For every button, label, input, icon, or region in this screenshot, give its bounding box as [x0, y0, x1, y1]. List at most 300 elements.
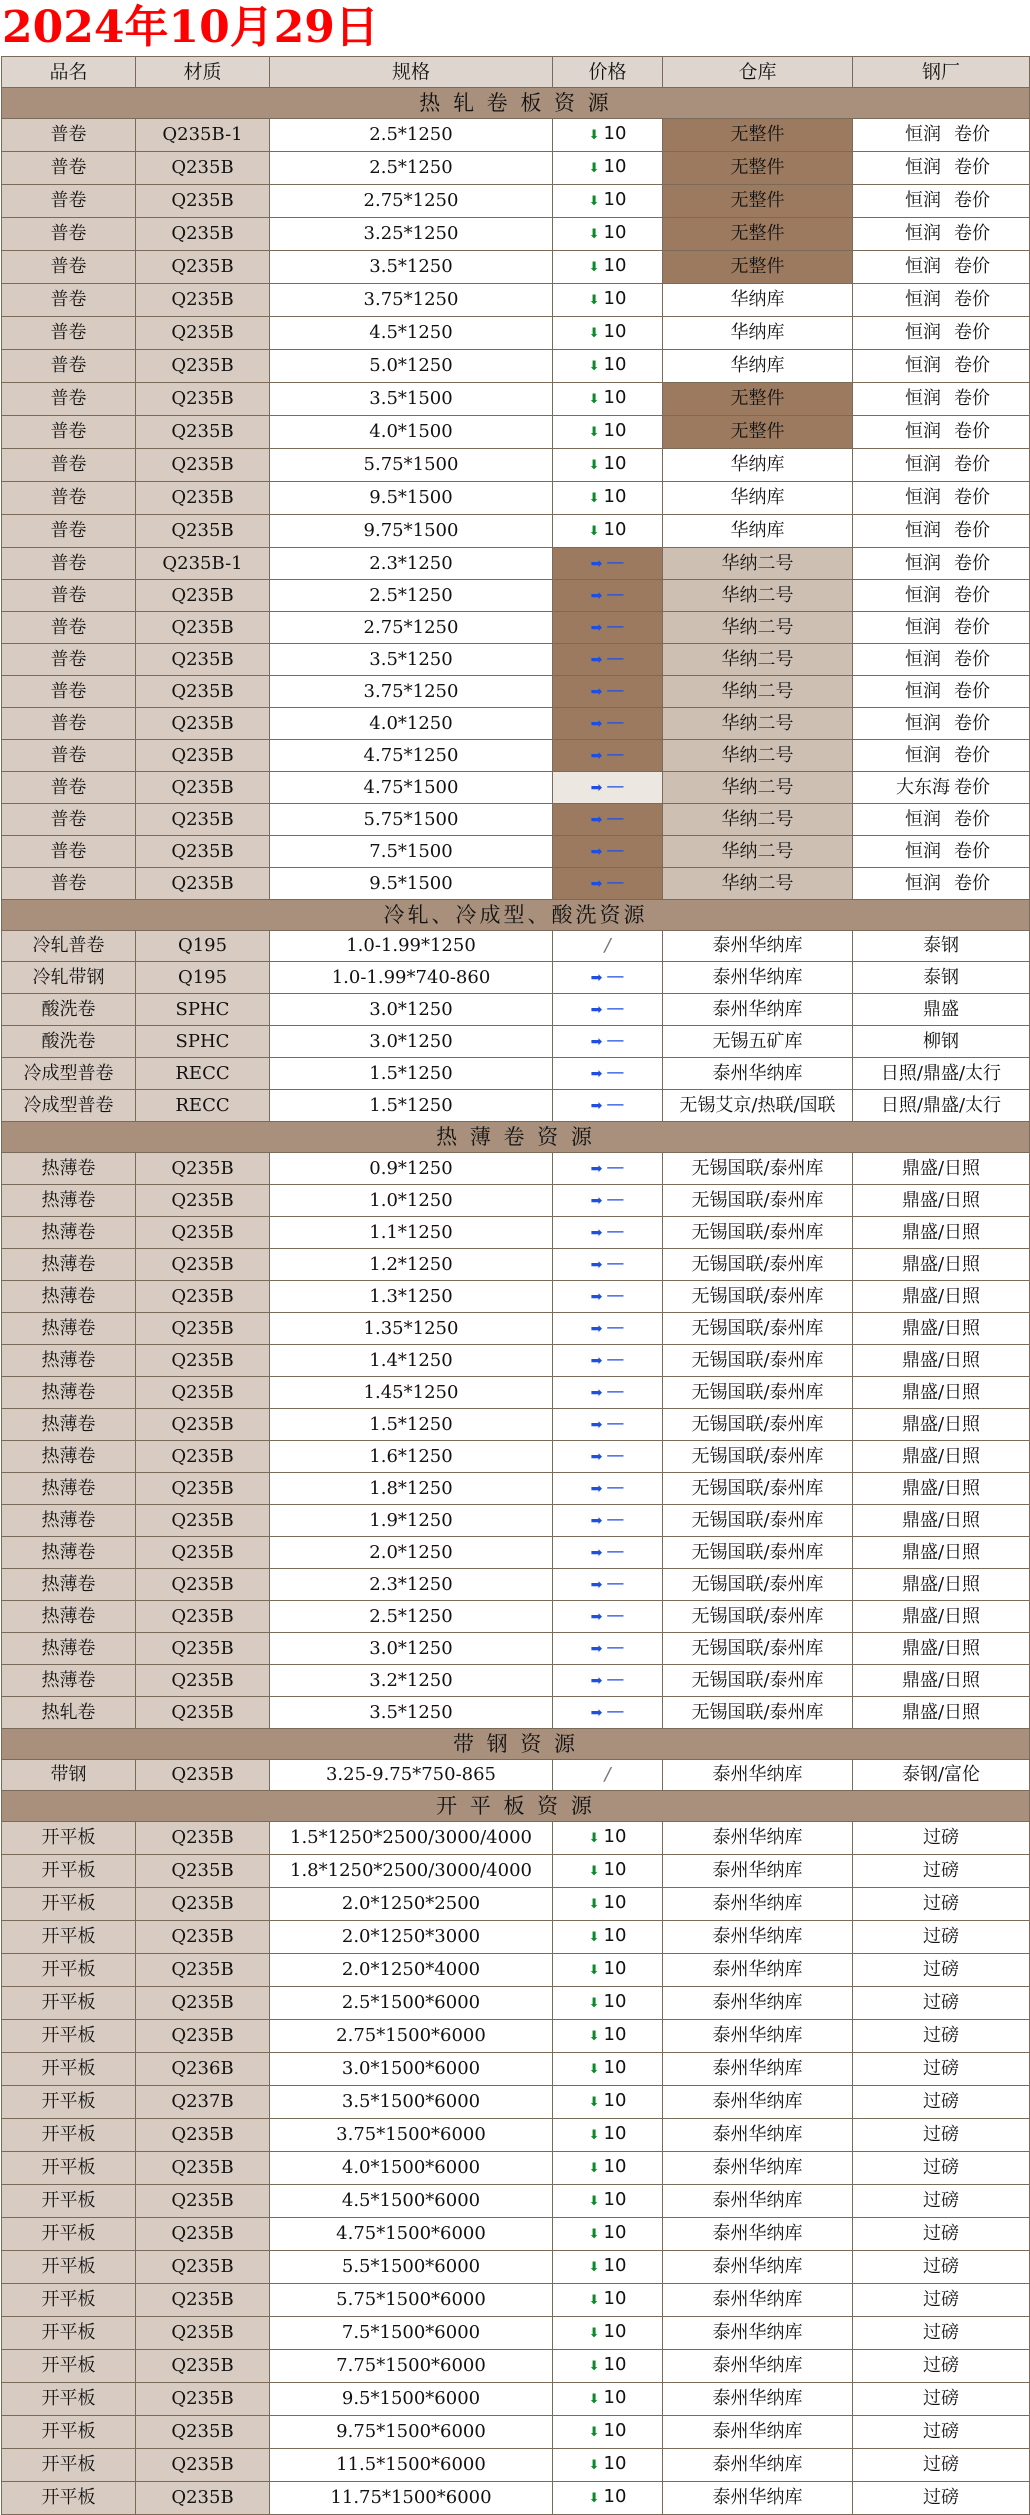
price-cell [553, 644, 663, 676]
warehouse: 泰州华纳库 [663, 994, 853, 1026]
table-row [2, 1855, 1030, 1888]
mill-note: 卷价 [954, 808, 990, 830]
mill-name: 泰钢 [923, 935, 959, 956]
price-cell [553, 1888, 663, 1921]
warehouse: 华纳二号 [663, 804, 853, 836]
warehouse: 无锡国联/泰州库 [663, 1601, 853, 1633]
price-change: 10 [603, 2288, 627, 2309]
product-name: 热薄卷 [2, 1665, 136, 1697]
warehouse: 无锡国联/泰州库 [663, 1409, 853, 1441]
material: Q235B [136, 350, 270, 383]
mill-name: 过磅 [923, 1893, 959, 1914]
product-name: 热轧卷 [2, 1697, 136, 1729]
material: Q235B [136, 1601, 270, 1633]
mill-cell [853, 1313, 1030, 1345]
specification: 5.75*1500 [270, 449, 553, 482]
mill-cell [853, 2020, 1030, 2053]
arrow-right-icon: ➡ [590, 1545, 603, 1561]
price-change: 10 [603, 2024, 627, 2045]
mill-cell [853, 1249, 1030, 1281]
mill-name: 过磅 [923, 2322, 959, 2343]
product-name: 热薄卷 [2, 1633, 136, 1665]
mill-cell [853, 2218, 1030, 2251]
price-cell [553, 2350, 663, 2383]
mill-name: 过磅 [923, 2157, 959, 2178]
material: RECC [136, 1090, 270, 1122]
mill-note: 卷价 [954, 223, 990, 244]
product-name: 热薄卷 [2, 1409, 136, 1441]
table-row [2, 1633, 1030, 1665]
mill-note: 卷价 [954, 680, 990, 702]
price-change: — [606, 1189, 625, 1210]
mill-name: 过磅 [923, 2091, 959, 2112]
mill-cell [853, 2185, 1030, 2218]
arrow-right-icon: ➡ [590, 1161, 603, 1177]
product-name: 普卷 [2, 218, 136, 251]
warehouse: 无整件 [663, 152, 853, 185]
product-name: 开平板 [2, 2416, 136, 2449]
mill-cell [853, 836, 1030, 868]
mill-note: 卷价 [954, 289, 990, 310]
product-name: 普卷 [2, 251, 136, 284]
table-row [2, 1058, 1030, 1090]
price-cell [553, 2317, 663, 2350]
material: Q195 [136, 962, 270, 994]
material: Q235B [136, 1377, 270, 1409]
specification: 4.0*1250 [270, 708, 553, 740]
product-name: 开平板 [2, 2449, 136, 2482]
specification: 1.0*1250 [270, 1185, 553, 1217]
mill-cell [853, 994, 1030, 1026]
table-row [2, 1473, 1030, 1505]
warehouse: 泰州华纳库 [663, 2383, 853, 2416]
product-name: 普卷 [2, 482, 136, 515]
mill-cell [853, 804, 1030, 836]
arrow-down-icon: ⬇ [588, 326, 600, 341]
mill-name: 鼎盛/日照 [901, 1509, 981, 1531]
price-cell [553, 1026, 663, 1058]
arrow-right-icon: ➡ [590, 1193, 603, 1209]
price-cell [553, 1185, 663, 1217]
material: Q235B [136, 2152, 270, 2185]
price-change: 10 [603, 1958, 627, 1979]
arrow-right-icon: ➡ [590, 1449, 603, 1465]
mill-note: 卷价 [954, 552, 990, 574]
product-name: 热薄卷 [2, 1473, 136, 1505]
material: Q235B [136, 1185, 270, 1217]
material: Q235B [136, 383, 270, 416]
arrow-right-icon: ➡ [590, 1417, 603, 1433]
mill-name: 恒润 [905, 520, 941, 541]
table-row [2, 2449, 1030, 2482]
product-name: 普卷 [2, 350, 136, 383]
arrow-right-icon: ➡ [590, 1385, 603, 1401]
material: Q235B [136, 284, 270, 317]
price-change: 10 [603, 2255, 627, 2276]
mill-cell [853, 1537, 1030, 1569]
mill-name: 恒润 [905, 454, 941, 475]
arrow-down-icon: ⬇ [588, 128, 600, 143]
price-change: — [606, 1094, 625, 1115]
price-change: — [606, 1573, 625, 1594]
table-row [2, 1153, 1030, 1185]
warehouse: 泰州华纳库 [663, 2449, 853, 2482]
specification: 9.75*1500*6000 [270, 2416, 553, 2449]
price-change: — [606, 808, 625, 829]
arrow-right-icon: ➡ [590, 620, 603, 636]
price-cell [553, 218, 663, 251]
price-cell [553, 317, 663, 350]
product-name: 开平板 [2, 2317, 136, 2350]
specification: 3.0*1250 [270, 1026, 553, 1058]
material: Q235B [136, 612, 270, 644]
product-name: 酸洗卷 [2, 994, 136, 1026]
mill-note: 卷价 [954, 388, 990, 409]
table-row [2, 1987, 1030, 2020]
mill-cell [853, 119, 1030, 152]
warehouse: 无锡国联/泰州库 [663, 1505, 853, 1537]
mill-name: 鼎盛/日照 [901, 1701, 981, 1723]
price-table [1, 56, 1030, 2515]
material: Q235B [136, 580, 270, 612]
material: Q235B-1 [136, 548, 270, 580]
mill-note: 卷价 [954, 712, 990, 734]
specification: 7.5*1500 [270, 836, 553, 868]
arrow-down-icon: ⬇ [588, 392, 600, 407]
mill-name: 过磅 [923, 2454, 959, 2475]
mill-name: 鼎盛/日照 [901, 1221, 981, 1243]
table-row [2, 2350, 1030, 2383]
mill-name: 鼎盛/日照 [901, 1541, 981, 1563]
product-name: 开平板 [2, 2350, 136, 2383]
table-row [2, 218, 1030, 251]
specification: 2.5*1250 [270, 152, 553, 185]
price-change: 10 [603, 1991, 627, 2012]
mill-cell [853, 612, 1030, 644]
specification: 3.0*1250 [270, 1633, 553, 1665]
material: Q235B [136, 2449, 270, 2482]
price-cell [553, 1601, 663, 1633]
arrow-down-icon: ⬇ [588, 524, 600, 539]
material: Q235B [136, 185, 270, 218]
mill-cell [853, 2251, 1030, 2284]
price-cell [553, 580, 663, 612]
price-change: — [606, 1317, 625, 1338]
specification: 4.75*1500 [270, 772, 553, 804]
product-name: 开平板 [2, 1921, 136, 1954]
mill-cell [853, 251, 1030, 284]
price-change: — [606, 1605, 625, 1626]
price-cell [553, 284, 663, 317]
price-cell [553, 1409, 663, 1441]
material: Q235B [136, 1954, 270, 1987]
material: Q235B [136, 317, 270, 350]
price-cell [553, 836, 663, 868]
price-change: 10 [603, 2057, 627, 2078]
arrow-down-icon: ⬇ [588, 1996, 600, 2011]
material: Q235B [136, 1633, 270, 1665]
specification: 5.0*1250 [270, 350, 553, 383]
mill-name: 恒润 [905, 584, 941, 606]
product-name: 普卷 [2, 868, 136, 900]
price-change: 10 [603, 222, 627, 243]
price-cell [553, 931, 663, 962]
arrow-down-icon: ⬇ [588, 2491, 600, 2506]
product-name: 开平板 [2, 1855, 136, 1888]
warehouse: 泰州华纳库 [663, 2152, 853, 2185]
section-header-row [2, 88, 1030, 119]
warehouse: 华纳库 [663, 515, 853, 548]
mill-cell [853, 1090, 1030, 1122]
product-name: 开平板 [2, 2482, 136, 2515]
mill-name: 恒润 [905, 322, 941, 343]
table-row [2, 1377, 1030, 1409]
specification: 1.35*1250 [270, 1313, 553, 1345]
price-cell [553, 416, 663, 449]
warehouse: 泰州华纳库 [663, 2119, 853, 2152]
mill-cell [853, 772, 1030, 804]
product-name: 普卷 [2, 317, 136, 350]
warehouse: 泰州华纳库 [663, 2185, 853, 2218]
price-change: 10 [603, 519, 627, 540]
mill-cell [853, 1888, 1030, 1921]
mill-name: 过磅 [923, 2190, 959, 2211]
material: Q235B [136, 868, 270, 900]
arrow-down-icon: ⬇ [588, 227, 600, 242]
price-change: — [606, 872, 625, 893]
price-change: — [606, 1253, 625, 1274]
price-change: 10 [603, 321, 627, 342]
mill-note: 卷价 [954, 454, 990, 475]
mill-name: 过磅 [923, 1992, 959, 2013]
header-spec: 规格 [270, 57, 553, 88]
material: Q235B [136, 1313, 270, 1345]
mill-cell [853, 218, 1030, 251]
warehouse: 泰州华纳库 [663, 2317, 853, 2350]
price-change: — [606, 776, 625, 797]
material: Q235B [136, 1888, 270, 1921]
product-name: 开平板 [2, 2020, 136, 2053]
material: Q235B [136, 1345, 270, 1377]
mill-cell [853, 1505, 1030, 1537]
specification: 4.5*1500*6000 [270, 2185, 553, 2218]
mill-name: 过磅 [923, 2487, 959, 2508]
section-title: 带 钢 资 源 [2, 1729, 1030, 1760]
arrow-right-icon: ➡ [590, 1257, 603, 1273]
arrow-right-icon: ➡ [590, 1321, 603, 1337]
warehouse: 华纳二号 [663, 612, 853, 644]
mill-name: 恒润 [905, 552, 941, 574]
warehouse: 无整件 [663, 119, 853, 152]
table-row [2, 1026, 1030, 1058]
section-header-row [2, 1122, 1030, 1153]
price-change: 10 [603, 2090, 627, 2111]
price-change: — [606, 998, 625, 1019]
specification: 2.3*1250 [270, 548, 553, 580]
table-row [2, 994, 1030, 1026]
specification: 2.0*1250 [270, 1537, 553, 1569]
mill-cell [853, 1441, 1030, 1473]
specification: 3.75*1250 [270, 284, 553, 317]
mill-note: 卷价 [954, 616, 990, 638]
specification: 2.75*1250 [270, 185, 553, 218]
mill-cell [853, 1697, 1030, 1729]
mill-note: 卷价 [954, 322, 990, 343]
mill-cell [853, 152, 1030, 185]
product-name: 开平板 [2, 2152, 136, 2185]
price-change: — [606, 1221, 625, 1242]
specification: 4.75*1500*6000 [270, 2218, 553, 2251]
product-name: 开平板 [2, 2053, 136, 2086]
price-change: 10 [603, 2222, 627, 2243]
material: Q195 [136, 931, 270, 962]
product-name: 普卷 [2, 383, 136, 416]
mill-cell [853, 1409, 1030, 1441]
material: Q235B [136, 2350, 270, 2383]
table-row [2, 1601, 1030, 1633]
warehouse: 华纳二号 [663, 868, 853, 900]
material: Q235B [136, 1153, 270, 1185]
mill-cell [853, 185, 1030, 218]
mill-name: 泰钢/富伦 [901, 1764, 981, 1785]
price-change: — [606, 1062, 625, 1083]
mill-name: 过磅 [923, 2388, 959, 2409]
mill-name: 过磅 [923, 1827, 959, 1848]
price-change: — [606, 1030, 625, 1051]
product-name: 冷轧普卷 [2, 931, 136, 962]
table-row [2, 2185, 1030, 2218]
table-row [2, 1217, 1030, 1249]
specification: 3.5*1500*6000 [270, 2086, 553, 2119]
arrow-right-icon: ➡ [590, 970, 603, 986]
mill-cell [853, 1954, 1030, 1987]
price-change: — [606, 1637, 625, 1658]
material: Q235B [136, 1855, 270, 1888]
material: Q235B [136, 1217, 270, 1249]
table-row [2, 1090, 1030, 1122]
product-name: 普卷 [2, 152, 136, 185]
mill-cell [853, 2284, 1030, 2317]
price-cell [553, 2086, 663, 2119]
mill-name: 鼎盛/日照 [901, 1445, 981, 1467]
table-row [2, 2251, 1030, 2284]
price-cell [553, 251, 663, 284]
table-row [2, 2416, 1030, 2449]
table-row [2, 2317, 1030, 2350]
arrow-down-icon: ⬇ [588, 1930, 600, 1945]
mill-cell [853, 740, 1030, 772]
mill-note: 卷价 [954, 520, 990, 541]
table-row [2, 804, 1030, 836]
product-name: 冷轧带钢 [2, 962, 136, 994]
table-row [2, 2020, 1030, 2053]
table-row [2, 1281, 1030, 1313]
price-change: 10 [603, 486, 627, 507]
arrow-right-icon: ➡ [590, 1641, 603, 1657]
mill-cell [853, 1822, 1030, 1855]
table-row [2, 1505, 1030, 1537]
price-change: — [606, 966, 625, 987]
arrow-right-icon: ➡ [590, 1577, 603, 1593]
price-cell [553, 1822, 663, 1855]
material: Q235B [136, 1473, 270, 1505]
product-name: 普卷 [2, 416, 136, 449]
specification: 3.0*1250 [270, 994, 553, 1026]
mill-name: 大东海 [896, 776, 950, 798]
specification: 3.5*1250 [270, 1697, 553, 1729]
price-cell [553, 1058, 663, 1090]
price-change: — [606, 1509, 625, 1530]
arrow-right-icon: ➡ [590, 1098, 603, 1114]
specification: 1.5*1250*2500/3000/4000 [270, 1822, 553, 1855]
specification: 4.0*1500 [270, 416, 553, 449]
price-cell [553, 1441, 663, 1473]
specification: 2.5*1250 [270, 1601, 553, 1633]
mill-note: 卷价 [954, 584, 990, 606]
warehouse: 无锡国联/泰州库 [663, 1697, 853, 1729]
specification: 3.75*1500*6000 [270, 2119, 553, 2152]
table-row [2, 2086, 1030, 2119]
arrow-right-icon: ➡ [590, 588, 603, 604]
mill-name: 恒润 [905, 872, 941, 894]
mill-name: 鼎盛 [923, 998, 959, 1020]
product-name: 热薄卷 [2, 1377, 136, 1409]
table-row [2, 1697, 1030, 1729]
product-name: 开平板 [2, 2284, 136, 2317]
mill-cell [853, 2053, 1030, 2086]
price-cell [553, 449, 663, 482]
material: Q235B [136, 836, 270, 868]
mill-cell [853, 548, 1030, 580]
specification: 2.5*1250 [270, 580, 553, 612]
price-cell [553, 2020, 663, 2053]
price-cell [553, 2152, 663, 2185]
warehouse: 华纳库 [663, 482, 853, 515]
mill-cell [853, 317, 1030, 350]
warehouse: 泰州华纳库 [663, 2416, 853, 2449]
price-cell [553, 962, 663, 994]
price-cell [553, 612, 663, 644]
specification: 1.5*1250 [270, 1058, 553, 1090]
mill-cell [853, 515, 1030, 548]
price-change: / [604, 1764, 611, 1785]
table-row [2, 1888, 1030, 1921]
material: Q235B [136, 676, 270, 708]
warehouse: 无锡国联/泰州库 [663, 1569, 853, 1601]
table-header-row [2, 57, 1030, 88]
price-table-body [2, 57, 1030, 2515]
table-row [2, 962, 1030, 994]
product-name: 普卷 [2, 612, 136, 644]
arrow-down-icon: ⬇ [588, 1897, 600, 1912]
arrow-right-icon: ➡ [590, 716, 603, 732]
mill-note: 卷价 [954, 744, 990, 766]
warehouse: 泰州华纳库 [663, 2086, 853, 2119]
arrow-right-icon: ➡ [590, 1353, 603, 1369]
product-name: 普卷 [2, 580, 136, 612]
mill-name: 恒润 [905, 124, 941, 145]
mill-note: 卷价 [954, 487, 990, 508]
warehouse: 无锡国联/泰州库 [663, 1281, 853, 1313]
product-name: 普卷 [2, 708, 136, 740]
warehouse: 华纳二号 [663, 708, 853, 740]
mill-cell [853, 1217, 1030, 1249]
specification: 2.0*1250*2500 [270, 1888, 553, 1921]
specification: 9.5*1500*6000 [270, 2383, 553, 2416]
specification: 3.25*1250 [270, 218, 553, 251]
specification: 3.2*1250 [270, 1665, 553, 1697]
specification: 1.45*1250 [270, 1377, 553, 1409]
